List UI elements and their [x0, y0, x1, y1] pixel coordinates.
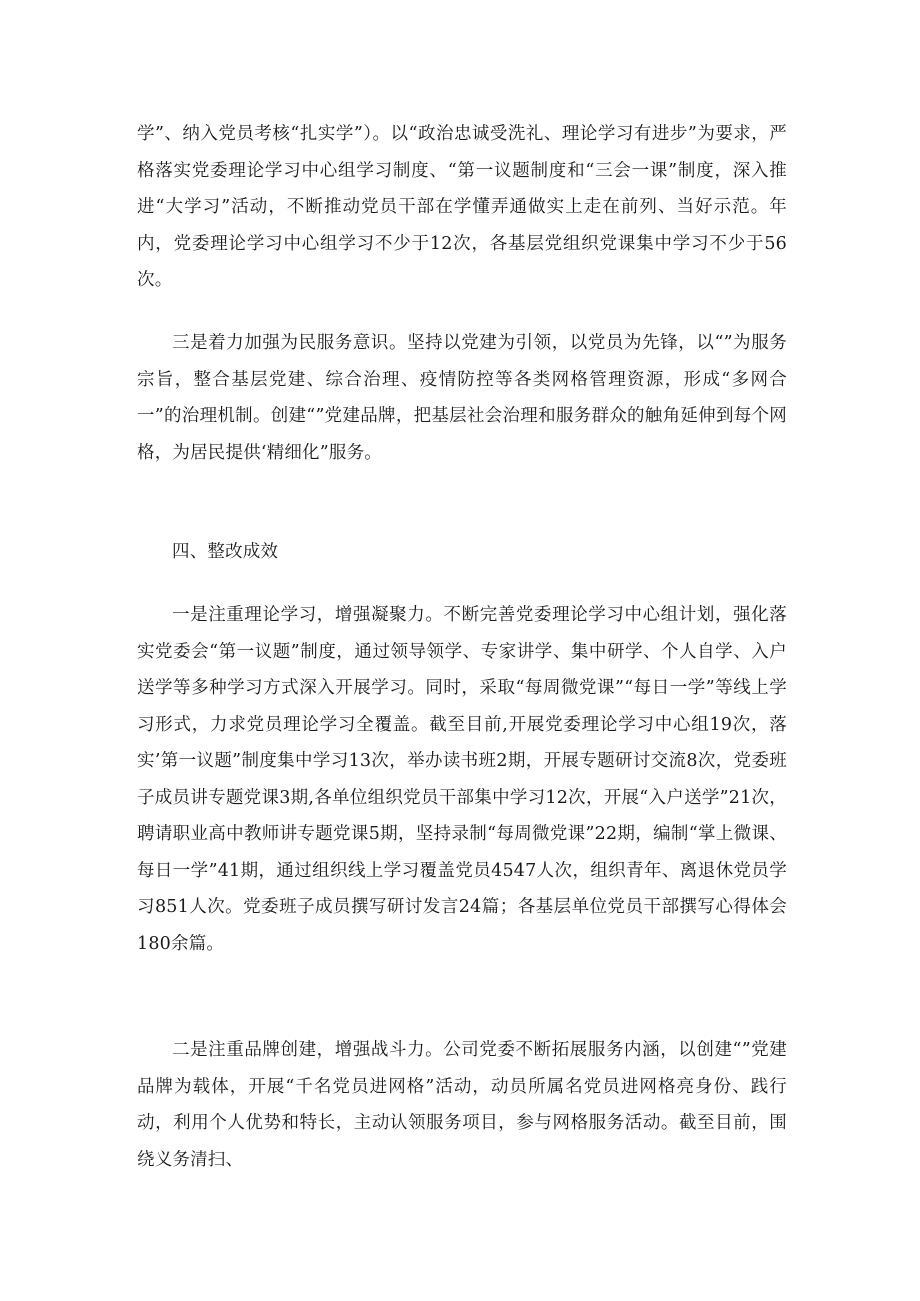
- section-heading: 四、整改成效: [172, 542, 279, 562]
- paragraph-continuation: 学”、纳入党员考核“扎实学”）。以“政治忠诚受洗礼、理论学习有进步”为要求，严格落实党委理论学习中心组学习制度、“第一议题制度和“三会一课”制度，深入推进“大学习”活动，不断推动党员干部在学懂弄通做实上走在前列、当好示范。年内，党委理论学习中心组学习不少于12次，各基层党组织党课集中学习不少于56次。: [137, 124, 787, 290]
- paragraph-result-one: 一是注重理论学习，增强凝聚力。不断完善党委理论学习中心组计划，强化落实党委会“第一议题”制度，通过领导领学、专家讲学、集中研学、个人自学、入户送学等多种学习方式深入开展学习。同时，采取“每周微党课”“每日一学”等线上学习形式，力求党员理论学习全覆盖。截至目前,开展党委理论学习中心组19次，落实’第一议题”制度集中学习13次，举办读书班2期，开展专题研讨交流8次，党委班子成员讲专题党课3期,各单位组织党员干部集中学习12次，开展“入户送学”21次，聘请职业高中教师讲专题党课5期，坚持录制“每周微党课”22期，编制“掌上微课、每日一学”41期，通过组织线上学习覆盖党员4547人次，组织青年、离退休党员学习851人次。党委班子成员撰写研讨发言24篇；各基层单位党员干部撰写心得体会180余篇。: [137, 605, 787, 954]
- paragraph-result-two: 二是注重品牌创建，增强战斗力。公司党委不断拓展服务内涵，以创建“”党建品牌为载体，开展“千名党员进网格”活动，动员所属名党员进网格亮身份、践行动，利用个人优势和特长，主动认领服务项目，参与网格服务活动。截至目前，围绕义务清扫、: [137, 1040, 787, 1170]
- paragraph-point-three: 三是着力加强为民服务意识。坚持以党建为引领，以党员为先锋，以“”为服务宗旨，整合基层党建、综合治理、疫情防控等各类网格管理资源，形成“多网合一”的治理机制。创建“”党建品牌，把基层社会治理和服务群众的触角延伸到每个网格，为居民提供‘精细化”服务。: [137, 333, 787, 463]
